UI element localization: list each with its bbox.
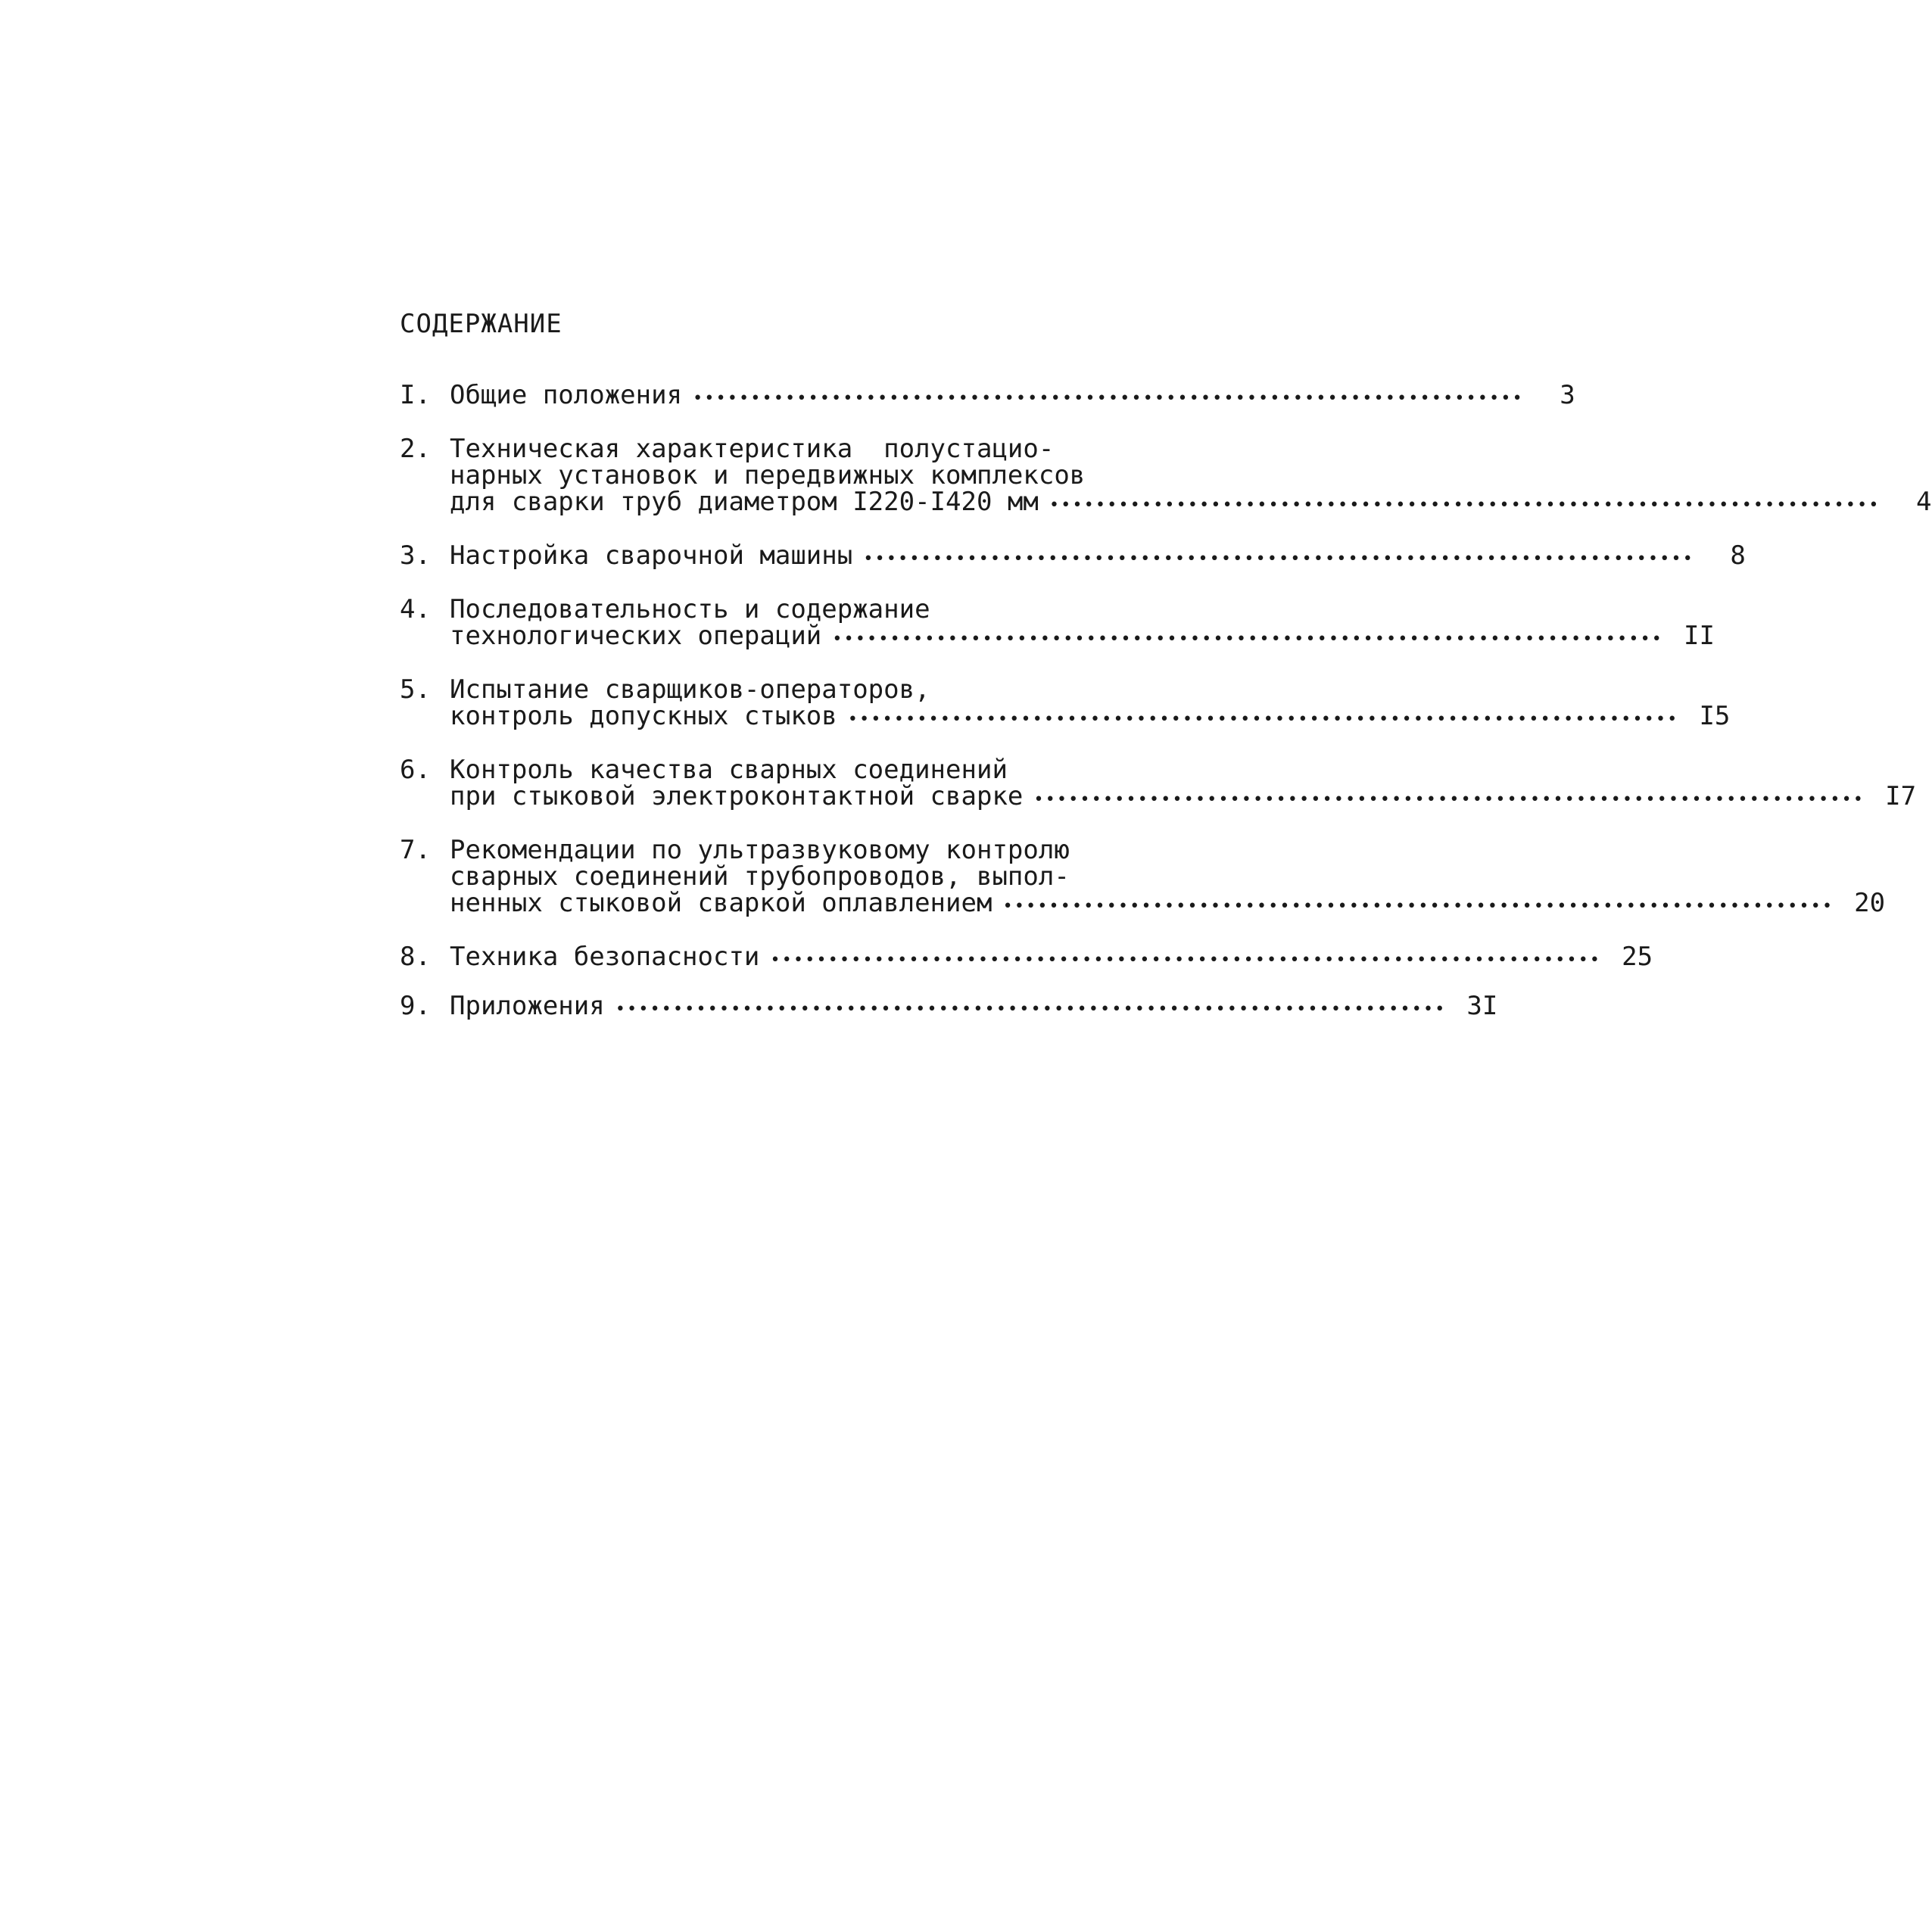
toc-entry-page: 3I — [1466, 991, 1498, 1021]
toc-entry-2 — [400, 434, 1932, 518]
toc-entry-title-line: Последовательность и содержание — [450, 594, 930, 624]
toc-entry-7 — [400, 835, 1886, 920]
toc-entry-number: 9. — [400, 991, 431, 1021]
toc-entry-number: I. — [400, 380, 431, 410]
toc-entry-page: I5 — [1699, 701, 1731, 731]
toc-entry-page: 25 — [1622, 942, 1653, 972]
toc-entry-page: I7 — [1885, 781, 1917, 811]
dot-leader: •••••••••••••••••••••••••••••••••••••••••••••••••••••••••••••••••••••••• — [832, 630, 1663, 649]
toc-entry-page: 20 — [1854, 888, 1886, 918]
dot-leader: •••••••••••••••••••••••••••••••••••••••••••••••••••••••••••••••••••••••• — [847, 710, 1679, 729]
toc-entry-title-line: контроль допускных стыков — [450, 701, 837, 731]
toc-entry-number: 7. — [400, 835, 431, 865]
toc-entry-8 — [400, 942, 1653, 973]
toc-entry-title-line: технологических операций — [450, 621, 822, 651]
toc-entry-title: Общие положения — [450, 380, 683, 410]
toc-entry-6 — [400, 755, 1917, 813]
toc-entry-number: 8. — [400, 942, 431, 972]
toc-entry-number: 3. — [400, 540, 431, 571]
toc-entry-number: 6. — [400, 755, 431, 785]
toc-entry-page: II — [1683, 621, 1715, 651]
dot-leader: •••••••••••••••••••••••••••••••••••••••••••••••••••••••••••••••••••••••• — [1033, 790, 1865, 809]
toc-entry-3 — [400, 540, 1746, 572]
toc-heading: СОДЕРЖАНИЕ — [400, 309, 562, 339]
toc-entry-title-line: Контроль качества сварных соединений — [450, 755, 1008, 785]
toc-entry-page: 3 — [1560, 380, 1575, 410]
toc-entry-title-line: для сварки труб диаметром I220-I420 мм — [450, 487, 1039, 517]
toc-entry-4 — [400, 594, 1715, 652]
toc-entry-number: 5. — [400, 674, 431, 705]
toc-entry-title-line: Техническая характеристика полустацио- — [450, 434, 1055, 464]
table-of-contents — [400, 380, 1932, 1047]
dot-leader: •••••••••••••••••••••••••••••••••••••••••••••••••••••••••••••••••••••••• — [863, 550, 1694, 568]
toc-entry-title-line: Испытание сварщиков-операторов, — [450, 674, 930, 705]
toc-entry-page: 4 — [1916, 487, 1932, 517]
toc-entry-title-line: ненных стыковой сваркой оплавлением — [450, 888, 992, 918]
toc-entry-title: Настройка сварочной машины — [450, 540, 853, 571]
toc-entry-title-line: при стыковой электроконтактной сварке — [450, 781, 1024, 811]
dot-leader: •••••••••••••••••••••••••••••••••••••••••••••••••••••••••••••••••••••••• — [770, 951, 1602, 970]
dot-leader: •••••••••••••••••••••••••••••••••••••••••••••••••••••••••••••••••••••••• — [1049, 496, 1881, 515]
toc-entry-title-line: нарных установок и передвижных комплексов — [450, 460, 1086, 490]
dot-leader: •••••••••••••••••••••••••••••••••••••••••••••••••••••••••••••••••••••••• — [693, 389, 1524, 408]
toc-entry-title-line: Рекомендации по ультразвуковому контролю — [450, 835, 1070, 865]
toc-entry-title: Приложения — [450, 991, 605, 1021]
toc-entry-1 — [400, 380, 1575, 412]
toc-entry-number: 4. — [400, 594, 431, 624]
toc-entry-5 — [400, 674, 1731, 733]
toc-entry-title-line: сварных соединений трубопроводов, выпол- — [450, 861, 1070, 892]
toc-entry-number: 2. — [400, 434, 431, 464]
toc-entry-title: Техника безопасности — [450, 942, 760, 972]
dot-leader: •••••••••••••••••••••••••••••••••••••••••••••••••••••••••••••••••••••••• — [615, 1000, 1447, 1019]
toc-entry-page: 8 — [1730, 540, 1746, 571]
dot-leader: •••••••••••••••••••••••••••••••••••••••••••••••••••••••••••••••••••••••• — [1002, 897, 1834, 916]
toc-entry-9 — [400, 991, 1498, 1023]
